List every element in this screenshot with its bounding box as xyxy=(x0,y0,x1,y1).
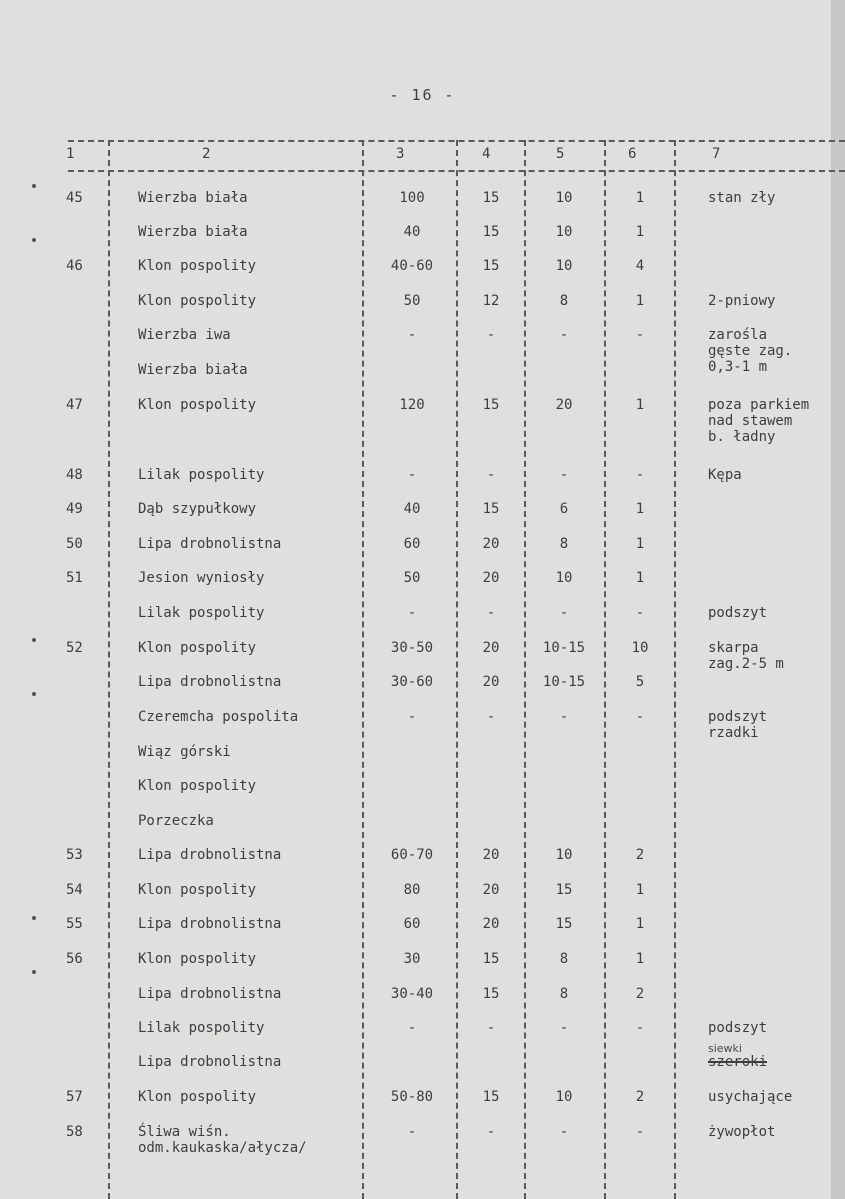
column-divider xyxy=(674,140,676,1199)
column-6-value: 2 xyxy=(635,1089,645,1105)
column-divider xyxy=(108,140,110,1199)
column-5-value: 10 xyxy=(555,1089,573,1105)
column-5-value: 20 xyxy=(555,397,573,413)
column-header-7: 7 xyxy=(712,146,721,162)
row-number: 53 xyxy=(66,847,83,863)
column-3-value: 40 xyxy=(403,224,421,240)
species-name: Wiąz górski xyxy=(138,744,231,760)
column-6-value: 1 xyxy=(635,570,645,586)
margin-mark xyxy=(32,692,36,696)
column-6-value: 1 xyxy=(635,951,645,967)
column-4-value: - xyxy=(486,605,496,621)
column-4-value: - xyxy=(486,327,496,343)
remarks: usychające xyxy=(708,1089,793,1105)
column-5-value: 6 xyxy=(559,501,569,517)
column-divider xyxy=(604,140,606,1199)
column-5-value: - xyxy=(559,605,569,621)
column-3-value: - xyxy=(407,709,417,725)
species-name: Klon pospolity xyxy=(138,258,257,274)
species-name: Lilak pospolity xyxy=(138,1020,265,1036)
row-number: 51 xyxy=(66,570,83,586)
column-3-value: 60 xyxy=(403,536,421,552)
row-number: 50 xyxy=(66,536,83,552)
column-header-3: 3 xyxy=(396,146,405,162)
remarks: skarpa zag.2-5 m xyxy=(708,640,784,672)
species-name: Klon pospolity xyxy=(138,882,257,898)
column-4-value: - xyxy=(486,1124,496,1140)
column-3-value: 30-50 xyxy=(390,640,434,656)
column-6-value: 1 xyxy=(635,501,645,517)
species-name: Śliwa wiśn. odm.kaukaska/ałycza/ xyxy=(138,1124,307,1156)
column-4-value: 20 xyxy=(482,570,500,586)
row-number: 48 xyxy=(66,467,83,483)
column-3-value: - xyxy=(407,327,417,343)
row-number: 58 xyxy=(66,1124,83,1140)
column-5-value: 10 xyxy=(555,570,573,586)
column-3-value: 40-60 xyxy=(390,258,434,274)
species-name: Lipa drobnolistna xyxy=(138,1054,282,1070)
column-3-value: 60-70 xyxy=(390,847,434,863)
species-name: Lipa drobnolistna xyxy=(138,674,282,690)
species-name: Lipa drobnolistna xyxy=(138,986,282,1002)
row-number: 49 xyxy=(66,501,83,517)
column-5-value: 10-15 xyxy=(542,640,586,656)
column-3-value: 60 xyxy=(403,916,421,932)
column-3-value: - xyxy=(407,467,417,483)
column-5-value: 8 xyxy=(559,293,569,309)
species-name: Lipa drobnolistna xyxy=(138,916,282,932)
row-number: 57 xyxy=(66,1089,83,1105)
species-name: Klon pospolity xyxy=(138,778,257,794)
species-name: Wierzba biała xyxy=(138,190,248,206)
row-number: 54 xyxy=(66,882,83,898)
column-header-6: 6 xyxy=(628,146,637,162)
column-3-value: 30-60 xyxy=(390,674,434,690)
species-name: Lilak pospolity xyxy=(138,467,265,483)
column-4-value: 12 xyxy=(482,293,500,309)
column-4-value: 15 xyxy=(482,951,500,967)
species-name: Klon pospolity xyxy=(138,1089,257,1105)
column-3-value: 50 xyxy=(403,293,421,309)
column-4-value: 15 xyxy=(482,258,500,274)
remarks: żywopłot xyxy=(708,1124,776,1140)
column-4-value: 20 xyxy=(482,847,500,863)
margin-mark xyxy=(32,638,36,642)
remarks: stan zły xyxy=(708,190,776,206)
species-name: Klon pospolity xyxy=(138,293,257,309)
column-5-value: - xyxy=(559,1020,569,1036)
species-name: Jesion wyniosły xyxy=(138,570,265,586)
column-4-value: 15 xyxy=(482,1089,500,1105)
species-name: Lipa drobnolistna xyxy=(138,536,282,552)
column-4-value: 15 xyxy=(482,224,500,240)
column-6-value: 1 xyxy=(635,224,645,240)
column-5-value: 15 xyxy=(555,916,573,932)
column-4-value: 20 xyxy=(482,674,500,690)
column-5-value: - xyxy=(559,709,569,725)
column-6-value: 1 xyxy=(635,882,645,898)
column-5-value: 10-15 xyxy=(542,674,586,690)
column-4-value: 20 xyxy=(482,882,500,898)
species-name: Wierzba biała xyxy=(138,362,248,378)
column-5-value: 8 xyxy=(559,951,569,967)
column-6-value: - xyxy=(635,1020,645,1036)
column-4-value: 20 xyxy=(482,640,500,656)
column-3-value: - xyxy=(407,1020,417,1036)
row-number: 55 xyxy=(66,916,83,932)
handwritten-correction: siewki xyxy=(708,1042,742,1055)
row-number: 46 xyxy=(66,258,83,274)
column-5-value: 10 xyxy=(555,190,573,206)
column-3-value: 50 xyxy=(403,570,421,586)
column-3-value: 120 xyxy=(399,397,425,413)
column-6-value: - xyxy=(635,467,645,483)
column-5-value: 10 xyxy=(555,224,573,240)
species-name: Klon pospolity xyxy=(138,397,257,413)
row-number: 56 xyxy=(66,951,83,967)
column-3-value: 50-80 xyxy=(390,1089,434,1105)
row-number: 47 xyxy=(66,397,83,413)
remarks: podszyt rzadki xyxy=(708,709,768,741)
species-name: Dąb szypułkowy xyxy=(138,501,257,517)
column-3-value: 40 xyxy=(403,501,421,517)
column-5-value: - xyxy=(559,1124,569,1140)
column-5-value: 10 xyxy=(555,258,573,274)
column-5-value: 8 xyxy=(559,986,569,1002)
column-3-value: 30 xyxy=(403,951,421,967)
species-name: Wierzba iwa xyxy=(138,327,231,343)
species-name: Wierzba biała xyxy=(138,224,248,240)
margin-mark xyxy=(32,238,36,242)
column-5-value: - xyxy=(559,467,569,483)
column-4-value: 20 xyxy=(482,536,500,552)
column-6-value: 5 xyxy=(635,674,645,690)
column-3-value: - xyxy=(407,605,417,621)
species-name: Porzeczka xyxy=(138,813,214,829)
margin-mark xyxy=(32,916,36,920)
row-number: 52 xyxy=(66,640,83,656)
column-6-value: - xyxy=(635,605,645,621)
column-6-value: 1 xyxy=(635,916,645,932)
column-3-value: 30-40 xyxy=(390,986,434,1002)
column-header-1: 1 xyxy=(66,146,75,162)
remarks: zarośla gęste zag. 0,3-1 m xyxy=(708,327,793,375)
remarks: 2-pniowy xyxy=(708,293,776,309)
margin-mark xyxy=(32,970,36,974)
column-6-value: 10 xyxy=(631,640,649,656)
column-4-value: - xyxy=(486,709,496,725)
column-6-value: - xyxy=(635,709,645,725)
column-4-value: 15 xyxy=(482,397,500,413)
column-5-value: 8 xyxy=(559,536,569,552)
column-5-value: - xyxy=(559,327,569,343)
column-4-value: 15 xyxy=(482,986,500,1002)
column-header-4: 4 xyxy=(482,146,491,162)
column-divider xyxy=(362,140,364,1199)
remarks: poza parkiem nad stawem b. ładny xyxy=(708,397,810,445)
column-6-value: 1 xyxy=(635,397,645,413)
row-number: 45 xyxy=(66,190,83,206)
remarks: Kępa xyxy=(708,467,742,483)
column-5-value: 15 xyxy=(555,882,573,898)
species-name: Klon pospolity xyxy=(138,640,257,656)
species-name: Lipa drobnolistna xyxy=(138,847,282,863)
column-3-value: 100 xyxy=(399,190,425,206)
column-4-value: - xyxy=(486,1020,496,1036)
column-6-value: 1 xyxy=(635,536,645,552)
margin-mark xyxy=(32,184,36,188)
remarks: szeroki xyxy=(708,1054,768,1070)
species-name: Klon pospolity xyxy=(138,951,257,967)
remarks: podszyt xyxy=(708,1020,768,1036)
column-4-value: 15 xyxy=(482,190,500,206)
page-edge xyxy=(831,0,845,1199)
page-number: - 16 - xyxy=(389,86,456,104)
column-6-value: 1 xyxy=(635,293,645,309)
column-4-value: 20 xyxy=(482,916,500,932)
column-6-value: - xyxy=(635,1124,645,1140)
remarks: podszyt xyxy=(708,605,768,621)
column-6-value: - xyxy=(635,327,645,343)
column-6-value: 2 xyxy=(635,986,645,1002)
column-header-5: 5 xyxy=(556,146,565,162)
species-name: Czeremcha pospolita xyxy=(138,709,299,725)
column-6-value: 1 xyxy=(635,190,645,206)
column-header-2: 2 xyxy=(202,146,211,162)
column-6-value: 4 xyxy=(635,258,645,274)
column-4-value: 15 xyxy=(482,501,500,517)
species-name: Lilak pospolity xyxy=(138,605,265,621)
column-3-value: 80 xyxy=(403,882,421,898)
column-5-value: 10 xyxy=(555,847,573,863)
column-4-value: - xyxy=(486,467,496,483)
column-6-value: 2 xyxy=(635,847,645,863)
column-3-value: - xyxy=(407,1124,417,1140)
